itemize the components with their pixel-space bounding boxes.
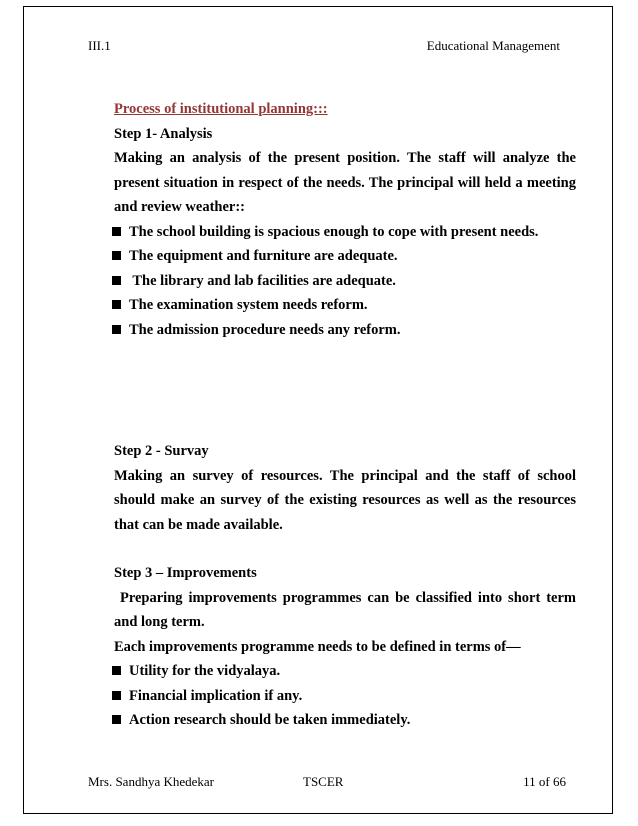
square-bullet-icon: [112, 251, 121, 260]
square-bullet-icon: [112, 715, 121, 724]
list-item: [112, 269, 576, 294]
list-item: [112, 708, 576, 733]
step3-line: Each improvements programme needs to be defined in terms of—: [114, 638, 521, 655]
bullet-text: Financial implication if any.: [129, 687, 303, 704]
list-item: [112, 293, 576, 318]
step1-paragraph: Making an analysis of the present position. The staff will analyze the present situation in respect of the needs. The principal will held a meeting and review weather::: [114, 150, 576, 215]
square-bullet-icon: [112, 666, 121, 675]
step2-heading: Step 2 - Survay: [114, 443, 209, 459]
step3-paragraph: Preparing improvements programmes can be classified into short term and long term.: [114, 589, 580, 630]
footer-author: Mrs. Sandhya Khedekar: [88, 774, 214, 789]
list-item: [112, 220, 576, 245]
section-title: Process of institutional planning:::: [114, 101, 328, 117]
bullet-text: Action research should be taken immediately.: [129, 712, 411, 728]
bullet-text: The admission procedure needs any reform.: [129, 321, 401, 338]
bullet-text: The school building is spacious enough to cope with present needs.: [129, 223, 539, 240]
square-bullet-icon: [112, 300, 121, 309]
header-document-title: Educational Management: [426, 38, 560, 53]
bullet-text: The library and lab facilities are adequate.: [129, 272, 396, 289]
list-item: [112, 318, 576, 343]
list-item: [112, 684, 576, 709]
square-bullet-icon: [112, 276, 121, 285]
footer-page-number: 11 of 66: [523, 774, 566, 789]
footer-institution: TSCER: [303, 774, 344, 789]
square-bullet-icon: [112, 227, 121, 236]
spacer: [114, 537, 576, 561]
spacer: [114, 342, 576, 439]
list-item: [112, 659, 576, 684]
step1-heading: Step 1- Analysis: [114, 125, 213, 142]
step2-paragraph: Making an survey of resources. The principal and the staff of school should make an survey of the existing resources as well as the resources that can be made available.: [114, 467, 576, 533]
page-content: [114, 97, 580, 733]
bullet-text: The equipment and furniture are adequate.: [129, 248, 398, 264]
header-section-number: III.1: [88, 38, 111, 53]
bullet-text: The examination system needs reform.: [129, 297, 368, 313]
step3-heading: Step 3 – Improvements: [114, 565, 257, 581]
list-item: [112, 244, 576, 269]
square-bullet-icon: [112, 691, 121, 700]
bullet-text: Utility for the vidyalaya.: [129, 663, 281, 679]
square-bullet-icon: [112, 325, 121, 334]
